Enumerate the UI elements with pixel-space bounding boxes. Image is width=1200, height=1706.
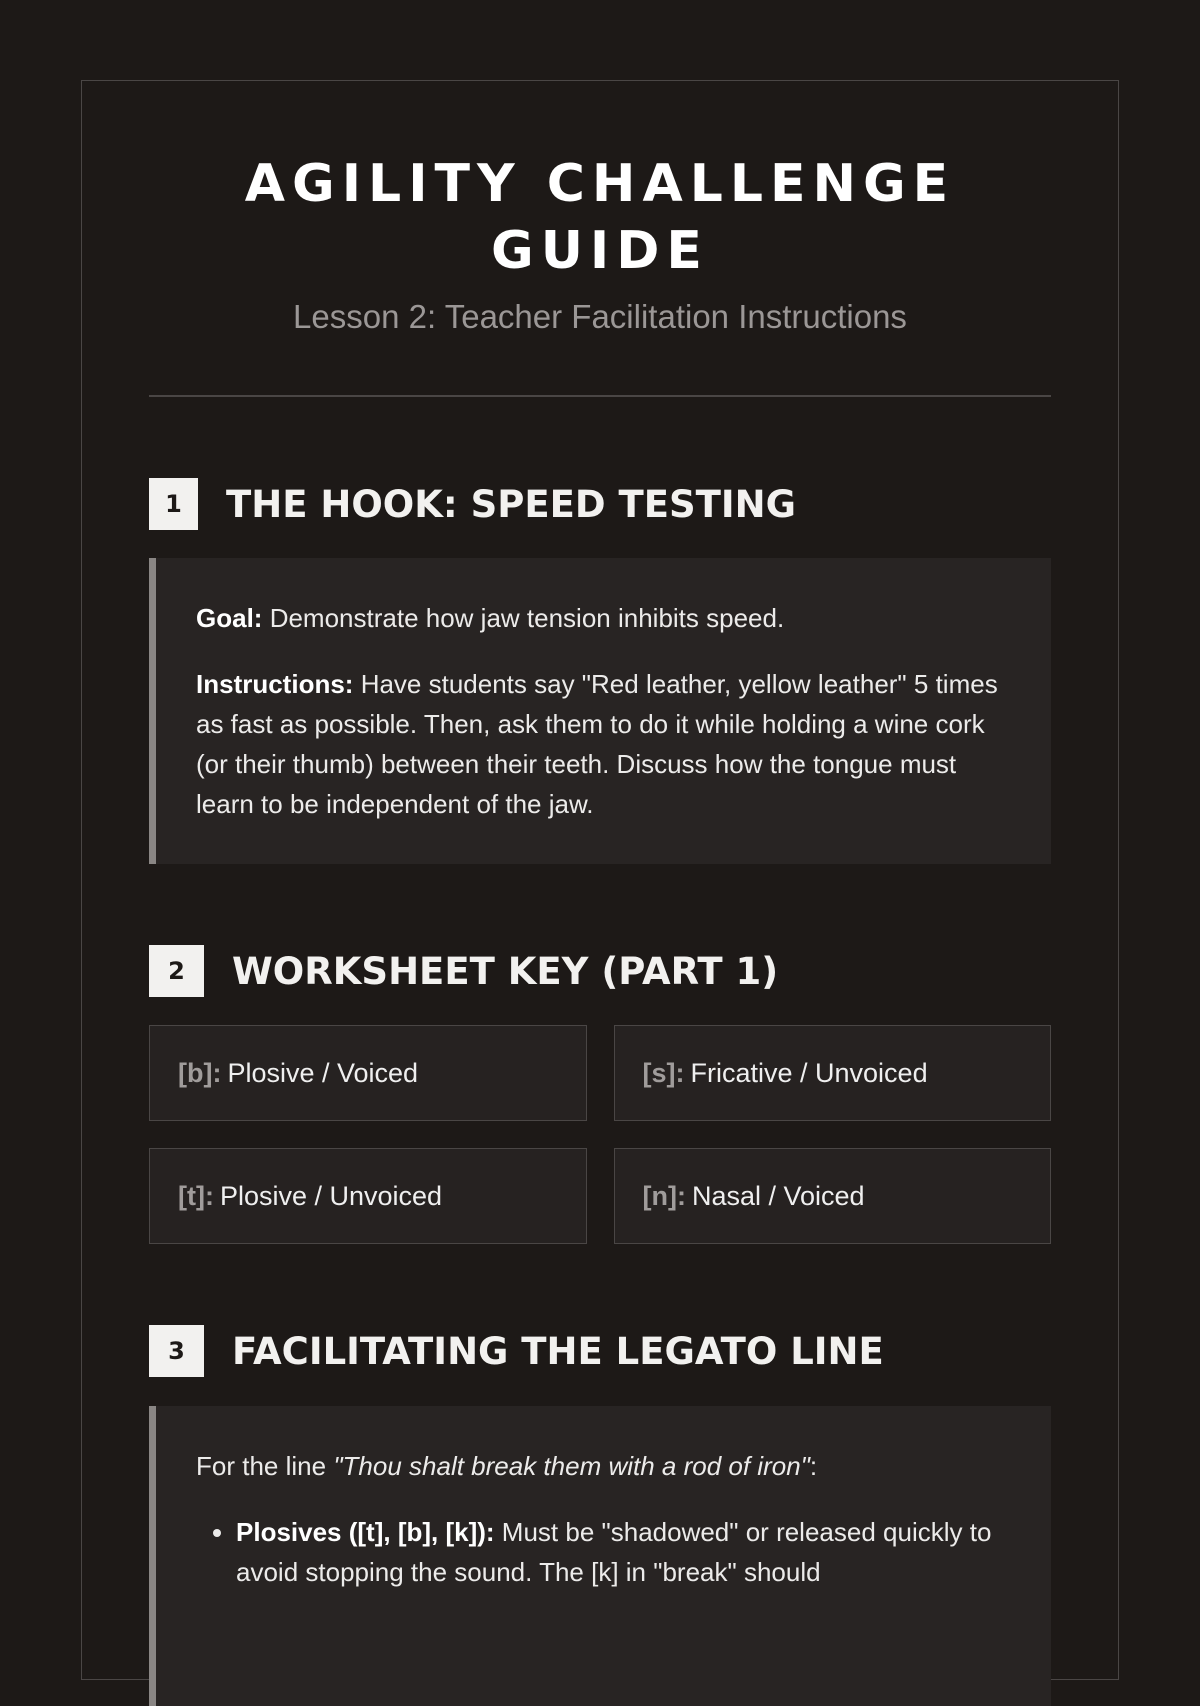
phoneme-symbol: [s]: — [642, 1057, 685, 1088]
bullet-text: Must be "shadowed" or released quickly to avoid stopping the sound. The [k] in "break" should — [236, 1517, 992, 1587]
key-card — [614, 1025, 1052, 1121]
list-item — [236, 1512, 1011, 1592]
worksheet-key-grid — [149, 1025, 1051, 1244]
page-subtitle: Lesson 2: Teacher Facilitation Instructions — [293, 298, 907, 335]
key-card — [614, 1148, 1052, 1244]
instructions-paragraph — [196, 664, 1011, 824]
intro-quote: "Thou shalt break them with a rod of iron" — [333, 1451, 810, 1481]
phoneme-classification: Fricative / Unvoiced — [690, 1057, 928, 1088]
phoneme-symbol: [n]: — [642, 1180, 686, 1211]
legato-bullet-list — [196, 1512, 1011, 1592]
header-divider — [149, 395, 1051, 397]
section-title: THE HOOK: SPEED TESTING — [226, 482, 796, 526]
guide-page — [81, 80, 1119, 1680]
phoneme-symbol: [t]: — [178, 1180, 214, 1211]
goal-text: Demonstrate how jaw tension inhibits speed. — [269, 603, 785, 633]
instructions-text: Have students say "Red leather, yellow leather" 5 times as fast as possible. Then, ask them to do it while holding a wine cork (or their thumb) between their teeth. Discuss how the tongue must learn to be independent of the jaw. — [196, 669, 998, 819]
hook-callout — [149, 558, 1051, 864]
intro-suffix: : — [809, 1451, 818, 1481]
phoneme-classification: Plosive / Voiced — [227, 1057, 419, 1088]
legato-intro — [196, 1446, 1011, 1486]
section-title: FACILITATING THE LEGATO LINE — [232, 1329, 884, 1373]
key-card — [149, 1025, 587, 1121]
phoneme-classification: Nasal / Voiced — [691, 1180, 865, 1211]
section-3-heading — [149, 1325, 884, 1377]
intro-prefix: For the line — [196, 1451, 327, 1481]
bullet-label: Plosives ([t], [b], [k]): — [236, 1517, 495, 1547]
page-title: AGILITY CHALLENGE GUIDE — [244, 154, 956, 281]
phoneme-classification: Plosive / Unvoiced — [219, 1180, 443, 1211]
legato-callout — [149, 1406, 1051, 1706]
section-number-badge: 1 — [149, 478, 198, 530]
section-number-badge: 3 — [149, 1325, 204, 1377]
goal-label: Goal: — [196, 603, 263, 633]
key-card — [149, 1148, 587, 1244]
section-2-heading — [149, 945, 778, 997]
section-number-badge: 2 — [149, 945, 204, 997]
instructions-label: Instructions: — [196, 669, 354, 699]
phoneme-symbol: [b]: — [178, 1057, 222, 1088]
section-title: WORKSHEET KEY (PART 1) — [232, 949, 779, 993]
goal-paragraph — [196, 598, 1011, 638]
section-1-heading — [149, 478, 796, 530]
